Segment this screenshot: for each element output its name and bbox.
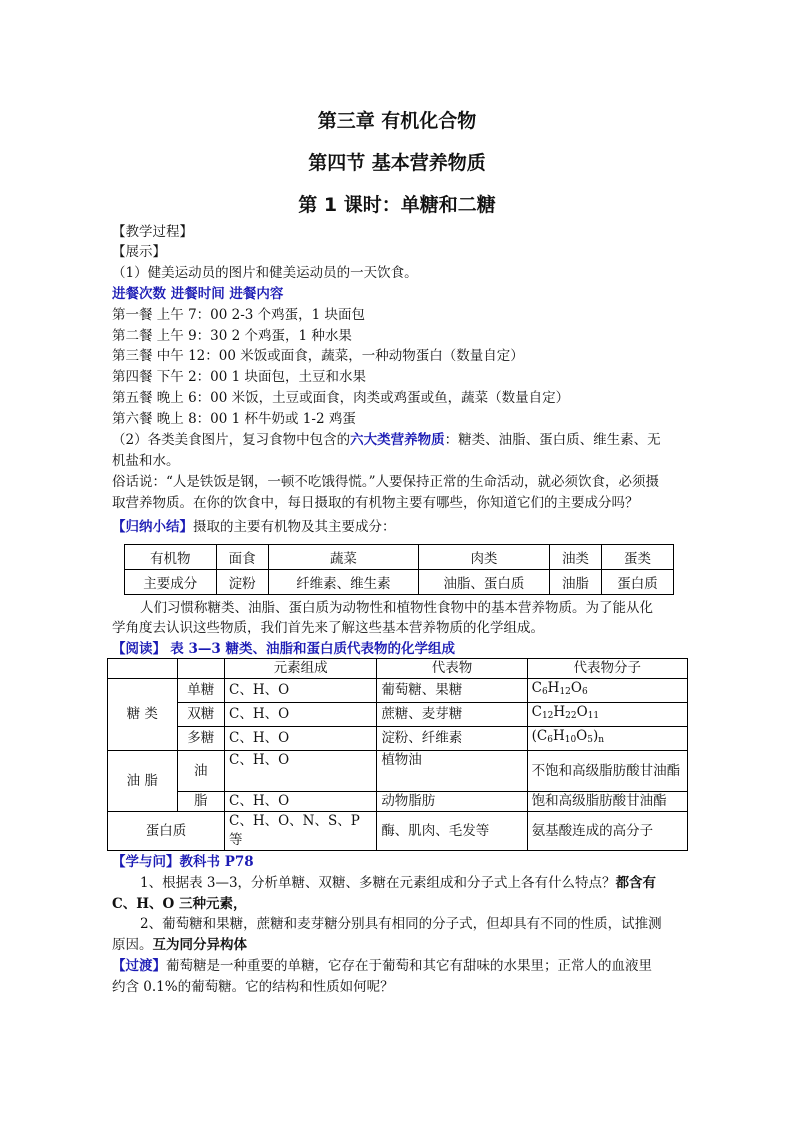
table1-header: 肉类 — [419, 545, 550, 570]
item-2-text: ：糖类、油脂、蛋白质、维生素、无 — [444, 432, 661, 448]
table1-cell: 主要成分 — [125, 570, 217, 595]
table2-mol: $C_6H_{12}O_6$ — [527, 679, 687, 703]
table1-cell: 淀粉 — [216, 570, 268, 595]
read-title: 表 3—3 糖类、油脂和蛋白质代表物的化学组成 — [170, 641, 455, 657]
table2-elem: C、H、O — [225, 679, 377, 703]
item-2-line-1 — [112, 430, 661, 450]
question-1-line-1 — [140, 873, 656, 893]
meal-row: 第二餐 上午 9：30 2 个鸡蛋，1 种水果 — [112, 328, 352, 344]
saying-line-1: 俗话说：“人是铁饭是钢，一顿不吃饿得慌。”人要保持正常的生命活动，就必须饮食，必须摄 — [112, 474, 660, 490]
table2-mol: $(C_6H_{10}O_5)_n$ — [527, 727, 687, 751]
table2-rep: 植物油 — [377, 751, 527, 792]
question-2-text: 原因。 — [112, 937, 153, 953]
table2-elem: C、H、O — [225, 727, 377, 751]
table1-cell: 油脂 — [549, 570, 601, 595]
teaching-process-tag: 【教学过程】 — [112, 224, 193, 240]
table2-sub: 脂 — [177, 792, 224, 812]
table2-elem: C、H、O — [225, 751, 377, 792]
table2-header: 代表物 — [377, 659, 527, 679]
meal-row: 第四餐 下午 2：00 1 块面包，土豆和水果 — [112, 369, 367, 385]
table2-rep: 葡萄糖、果糖 — [377, 679, 527, 703]
table1-header: 面食 — [216, 545, 268, 570]
table1-cell: 纤维素、维生素 — [268, 570, 418, 595]
table2-elem: C、H、O、N、S、P 等 — [225, 812, 377, 851]
section-title: 第四节 基本营养物质 — [308, 152, 486, 174]
table2-rep: 蔗糖、麦芽糖 — [377, 703, 527, 727]
paragraph-line-1: 人们习惯称糖类、油脂、蛋白质为动物性和植物性食物中的基本营养物质。为了能从化 — [140, 600, 653, 616]
qa-line — [112, 852, 254, 872]
question-2-answer: 互为同分异构体 — [152, 937, 247, 953]
nutrient-composition-table — [107, 658, 688, 851]
transition-line-1 — [112, 956, 652, 976]
table2-sub: 油 — [177, 751, 224, 792]
table1-cell: 蛋白质 — [602, 570, 674, 595]
question-2-line-2 — [112, 935, 247, 955]
table2-sub: 双糖 — [177, 703, 224, 727]
show-tag: 【展示】 — [112, 244, 166, 260]
table2-header — [108, 659, 178, 679]
transition-text: 葡萄糖是一种重要的单糖，它存在于葡萄和其它有甜味的水果里；正常人的血液里 — [166, 958, 652, 974]
item-2-highlight: 六大类营养物质 — [350, 432, 445, 448]
chapter-title: 第三章 有机化合物 — [317, 110, 477, 132]
table2-header: 元素组成 — [225, 659, 377, 679]
table2-mol: 饱和高级脂肪酸甘油酯 — [527, 792, 687, 812]
question-1-answer-line: C、H、O 三种元素， — [112, 896, 247, 912]
table2-elem: C、H、O — [225, 792, 377, 812]
table2-mol: $C_{12}H_{22}O_{11}$ — [527, 703, 687, 727]
qa-title: 教科书 P78 — [179, 854, 254, 870]
item-2-text: （2）各类美食图片，复习食物中包含的 — [112, 432, 351, 448]
summary-tag: 【归纳小结】 — [112, 519, 193, 535]
table1-header: 油类 — [549, 545, 601, 570]
meal-row: 第六餐 晚上 8：00 1 杯牛奶或 1-2 鸡蛋 — [112, 411, 356, 427]
question-2-line-1: 2、葡萄糖和果糖，蔗糖和麦芽糖分别具有相同的分子式，但却具有不同的性质，试推测 — [140, 916, 662, 932]
protein-label: 蛋白质 — [108, 812, 225, 851]
meal-row: 第三餐 中午 12：00 米饭或面食，蔬菜，一种动物蛋白（数量自定） — [112, 348, 524, 364]
table2-mol: 不饱和高级脂肪酸甘油酯 — [527, 751, 687, 792]
table2-header: 代表物分子 — [527, 659, 687, 679]
meal-row: 第一餐 上午 7：00 2-3 个鸡蛋，1 块面包 — [112, 307, 366, 323]
fat-group-label: 油 脂 — [108, 751, 178, 812]
paragraph-line-2: 学角度去认识这些物质，我们首先来了解这些基本营养物质的化学组成。 — [112, 620, 544, 636]
summary-line — [112, 517, 396, 537]
table2-rep: 酶、肌肉、毛发等 — [377, 812, 527, 851]
meal-row: 第五餐 晚上 6：00 米饭，土豆或面食，肉类或鸡蛋或鱼，蔬菜（数量自定） — [112, 390, 570, 406]
item-2-line-2: 机盐和水。 — [112, 453, 180, 469]
table2-mol: 氨基酸连成的高分子 — [527, 812, 687, 851]
read-line — [112, 639, 455, 659]
qa-tag: 【学与问】 — [112, 854, 180, 870]
table1-header: 蛋类 — [602, 545, 674, 570]
food-composition-table — [124, 544, 674, 595]
saying-line-2: 取营养物质。在你的饮食中，每日摄取的有机物主要有哪些，你知道它们的主要成分吗？ — [112, 495, 639, 511]
table1-header: 有机物 — [125, 545, 217, 570]
question-1-text: 1、根据表 3—3，分析单糖、双糖、多糖在元素组成和分子式上各有什么特点？ — [140, 875, 616, 891]
table2-rep: 淀粉、纤维素 — [377, 727, 527, 751]
table1-cell: 油脂、蛋白质 — [419, 570, 550, 595]
table1-header: 蔬菜 — [268, 545, 418, 570]
read-tag: 【阅读】 — [112, 641, 166, 657]
question-1-answer: 都含有 — [615, 875, 657, 891]
item-1: （1）健美运动员的图片和健美运动员的一天饮食。 — [112, 265, 418, 281]
sugar-group-label: 糖 类 — [108, 679, 178, 751]
table2-elem: C、H、O — [225, 703, 377, 727]
table2-rep: 动物脂肪 — [377, 792, 527, 812]
table2-sub: 多糖 — [177, 727, 224, 751]
transition-tag: 【过渡】 — [112, 958, 166, 974]
meal-table-header: 进餐次数 进餐时间 进餐内容 — [112, 286, 284, 302]
summary-text: 摄取的主要有机物及其主要成分： — [193, 519, 396, 535]
table2-sub: 单糖 — [177, 679, 224, 703]
lesson-title: 第 1 课时：单糖和二糖 — [298, 194, 496, 216]
transition-line-2: 约含 0.1%的葡萄糖。它的结构和性质如何呢？ — [112, 979, 394, 995]
